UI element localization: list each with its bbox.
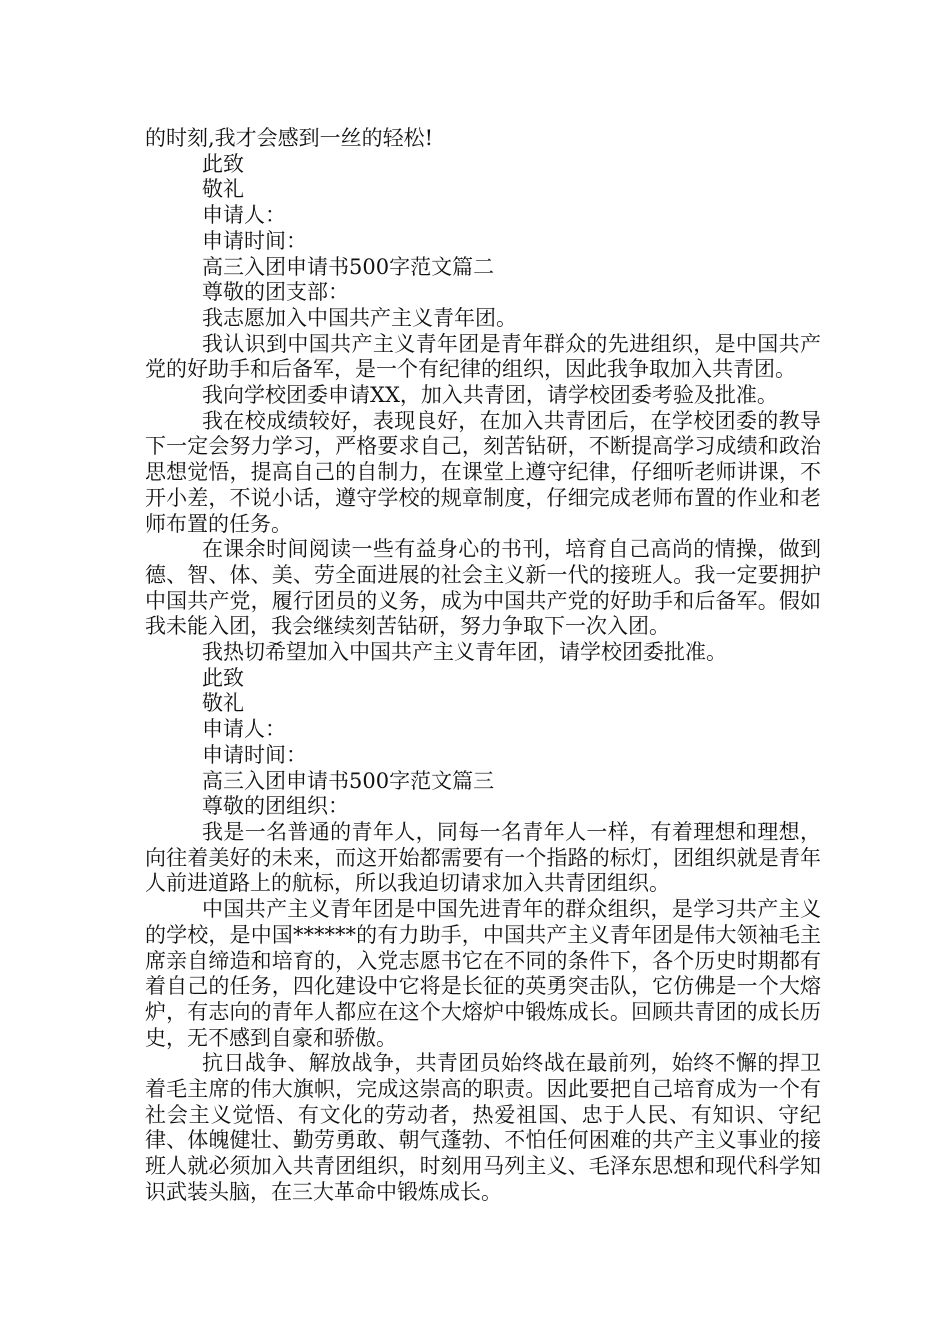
closing-regards: 敬礼 [202,177,244,202]
closing-salutation: 此致 [202,151,244,176]
body-paragraph: 我认识到中国共产主义青年团是青年群众的先进组织，是中国共产党的好助手和后备军，是一个有纪律的组织，因此我争取加入共青团。 [145,331,821,382]
applicant-label: 申请人： [202,203,286,228]
body-paragraph: 我志愿加入中国共产主义青年团。 [202,305,517,330]
body-paragraph: 我热切希望加入中国共产主义青年团，请学校团委批准。 [202,640,727,665]
document-page [145,126,821,1206]
body-paragraph: 我在校成绩较好，表现良好，在加入共青团后，在学校团委的教导下一定会努力学习，严格要求自己，刻苦钻研，不断提高学习成绩和政治思想觉悟，提高自己的自制力，在课堂上遵守纪律，仔细听老师讲课，不开小差，不说小话，遵守学校的规章制度，仔细完成老师布置的作业和老师布置的任务。 [145,408,821,536]
paragraph-continuation: 的时刻,我才会感到一丝的轻松! [145,126,434,150]
section-title-2: 高三入团申请书500字范文篇二 [202,254,495,279]
closing-regards: 敬礼 [202,691,244,716]
section-title-3: 高三入团申请书500字范文篇三 [202,768,495,793]
body-paragraph: 我向学校团委申请XX，加入共青团，请学校团委考验及批准。 [202,383,778,408]
body-paragraph: 中国共产主义青年团是中国先进青年的群众组织，是学习共产主义的学校，是中国******的有力助手，中国共产主义青年团是伟大领袖毛主席亲自缔造和培育的，入党志愿书它在不同的条件下，各个历史时期都有着自己的任务，四化建设中它将是长征的英勇突击队，它仿佛是一个大熔炉，有志向的青年人都应在这个大熔炉中锻炼成长。回顾共青团的成长历史，无不感到自豪和骄傲。 [145,897,821,1050]
application-date-label: 申请时间： [202,228,307,253]
greeting: 尊敬的团组织： [202,794,349,819]
body-paragraph: 抗日战争、解放战争，共青团员始终战在最前列，始终不懈的捍卫着毛主席的伟大旗帜，完成这崇高的职责。因此要把自己培育成为一个有社会主义觉悟、有文化的劳动者，热爱祖国、忠于人民、有知识、守纪律、体魄健壮、勤劳勇敢、朝气蓬勃、不怕任何困难的共产主义事业的接班人就必须加入共青团组织，时刻用马列主义、毛泽东思想和现代科学知识武装头脑，在三大革命中锻炼成长。 [145,1051,821,1204]
closing-salutation: 此致 [202,665,244,690]
body-paragraph: 在课余时间阅读一些有益身心的书刊，培育自己高尚的情操，做到德、智、体、美、劳全面进展的社会主义新一代的接班人。我一定要拥护中国共产党，履行团员的义务，成为中国共产党的好助手和后备军。假如我未能入团，我会继续刻苦钻研，努力争取下一次入团。 [145,537,821,639]
applicant-label: 申请人： [202,717,286,742]
body-paragraph: 我是一名普通的青年人，同每一名青年人一样，有着理想和理想，向往着美好的未来，而这开始都需要有一个指路的标灯，团组织就是青年人前进道路上的航标，所以我迫切请求加入共青团组织。 [145,819,821,896]
application-date-label: 申请时间： [202,742,307,767]
greeting: 尊敬的团支部： [202,280,349,305]
